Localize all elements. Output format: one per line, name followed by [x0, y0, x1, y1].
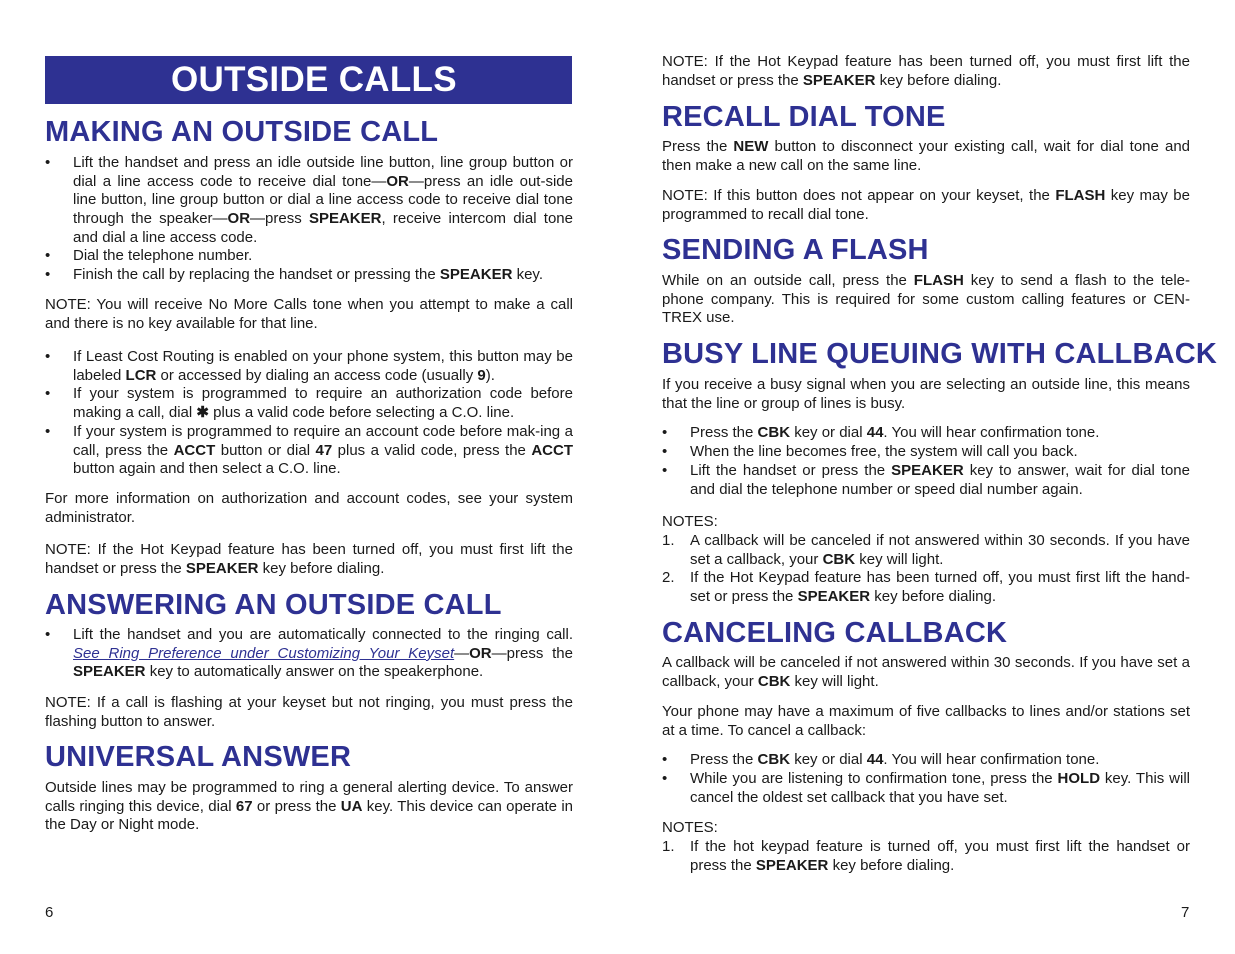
number-marker: 1. [662, 838, 675, 855]
bullet-marker: • [662, 751, 668, 768]
bullet-marker: • [45, 423, 51, 440]
bullet-marker: • [45, 266, 51, 283]
list-item: • If your system is programmed to require an account code before mak-ing a call, press the ACCT button or dial 47 plus a valid code, press the ACCT button again and then select a C.O. line. [45, 423, 574, 478]
list-item: 1. A callback will be canceled if not answered within 30 seconds. If you have set a callback, your CBK key will light. [662, 532, 1190, 568]
number-marker: 1. [662, 532, 675, 549]
list-item: 2. If the Hot Keypad feature has been turned off, you must first lift the hand-set or press the SPEAKER key before dialing. [662, 569, 1190, 605]
more-info-paragraph: For more information on authorization and account codes, see your system administrator. [45, 490, 573, 526]
heading-sending-flash: SENDING A FLASH [662, 234, 929, 266]
heading-busy-line-queuing: BUSY LINE QUEUING WITH CALLBACK [662, 338, 1218, 370]
list-item: • Dial the telephone number. [45, 247, 253, 264]
bullet-marker: • [45, 348, 51, 365]
bullet-marker: • [662, 462, 668, 479]
heading-recall-dial-tone: RECALL DIAL TONE [662, 101, 946, 133]
list-item: • Lift the handset and press an idle outside line button, line group button or dial a line access code to receive dial tone—OR—press an idle out-side line button, line group button or dial a line access code to receive dial tone through the speaker—OR—press SPEAKER, receive intercom dial tone and dial a line access code. [45, 154, 573, 246]
note-flashing-call: NOTE: If a call is flashing at your keyset but not ringing, you must press the flashing button to answer. [45, 694, 573, 730]
number-marker: 2. [662, 569, 675, 586]
list-item: • Press the CBK key or dial 44. You will hear confirmation tone. [662, 751, 1100, 768]
flash-text: While on an outside call, press the FLASH key to send a flash to the tele-phone company. This is required for some custom calling features or CEN-TREX use. [662, 272, 1190, 327]
canceling-text-2: Your phone may have a maximum of five callbacks to lines and/or stations set at a time. To cancel a callback: [662, 703, 1190, 739]
heading-canceling-callback: CANCELING CALLBACK [662, 617, 1008, 649]
notes-label: NOTES: [662, 513, 718, 530]
universal-answer-text: Outside lines may be programmed to ring a general alerting device. To answer calls ringing this device, dial 67 or press the UA key. This device can operate in the Day or Night mode. [45, 779, 574, 834]
list-item: • If Least Cost Routing is enabled on your phone system, this button may be labeled LCR or accessed by dialing an access code (usually 9). [45, 348, 573, 384]
busy-text: If you receive a busy signal when you are selecting an outside line, this means that the line or group of lines is busy. [662, 376, 1190, 412]
bullet-marker: • [45, 626, 51, 643]
bullet-marker: • [662, 424, 668, 441]
page-number-right: 7 [1181, 904, 1190, 921]
bullet-marker: • [45, 385, 51, 402]
heading-universal-answer: UNIVERSAL ANSWER [45, 741, 352, 773]
page-number-left: 6 [45, 904, 54, 921]
bullet-marker: • [662, 443, 668, 460]
bullet-marker: • [662, 770, 668, 787]
list-item: • While you are listening to confirmation tone, press the HOLD key. This will cancel the oldest set callback that you have set. [662, 770, 1190, 806]
canceling-text-1: A callback will be canceled if not answered within 30 seconds. If you have set a callback, your CBK key will light. [662, 654, 1190, 690]
list-item: • If your system is programmed to require an authorization code before making a call, dial ✱ plus a valid code before selecting a C.O. line. [45, 385, 573, 421]
note-no-more-calls: NOTE: You will receive No More Calls tone when you attempt to make a call and there is no key available for that line. [45, 296, 573, 332]
bullet-marker: • [45, 247, 51, 264]
list-item: • Lift the handset and you are automatically connected to the ringing call. See Ring Preference under Customizing Your Keyset—OR—press the SPEAKER key to automatically answer on the speakerphone. [45, 626, 573, 681]
note-hot-keypad-top: NOTE: If the Hot Keypad feature has been turned off, you must first lift the handset or press the SPEAKER key before dialing. [662, 53, 1190, 89]
list-item: 1. If the hot keypad feature is turned off, you must first lift the handset or press the SPEAKER key before dialing. [662, 838, 1190, 874]
ring-preference-link[interactable]: See Ring Preference under Customizing Your Keyset [73, 644, 455, 662]
heading-making-outside-call: MAKING AN OUTSIDE CALL [45, 116, 439, 148]
heading-answering-outside-call: ANSWERING AN OUTSIDE CALL [45, 589, 502, 621]
list-item: • Press the CBK key or dial 44. You will hear confirmation tone. [662, 424, 1100, 441]
page-banner: OUTSIDE CALLS [45, 56, 572, 104]
notes-label: NOTES: [662, 819, 718, 836]
list-item: • Lift the handset or press the SPEAKER key to answer, wait for dial tone and dial the telephone number or speed dial number again. [662, 462, 1190, 498]
list-item: • Finish the call by replacing the handset or pressing the SPEAKER key. [45, 266, 543, 283]
recall-text: Press the NEW button to disconnect your existing call, wait for dial tone and then make a new call on the same line. [662, 138, 1191, 174]
note-hot-keypad: NOTE: If the Hot Keypad feature has been turned off, you must first lift the handset or press the SPEAKER key before dialing. [45, 541, 573, 577]
recall-note: NOTE: If this button does not appear on your keyset, the FLASH key may be programmed to recall dial tone. [662, 187, 1190, 223]
bullet-marker: • [45, 154, 51, 171]
list-item: • When the line becomes free, the system will call you back. [662, 443, 1078, 460]
